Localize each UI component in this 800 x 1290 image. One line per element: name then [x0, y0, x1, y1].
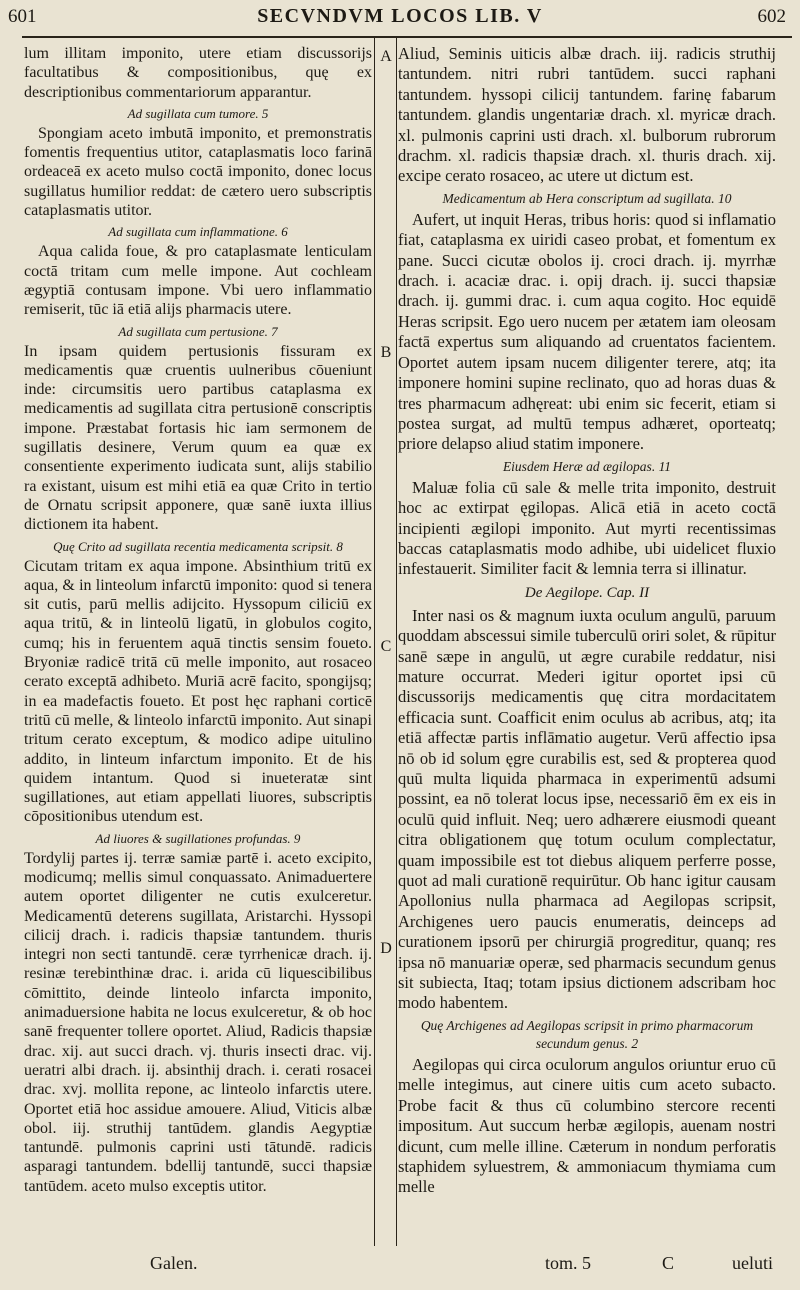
column-rule-left — [374, 36, 375, 1246]
chapter-heading: De Aegilope. Cap. II — [524, 584, 650, 601]
left-heading-5: Ad sugillata cum tumore. 5 — [127, 105, 269, 121]
left-paragraph-5: Cicutam tritam ex aqua impone. Absinthium tritū ex aqua, & in linteolum infarctū imponito: quod si tenera sit cutis, parū mellis adijcito. Hyssopum ciliciū ex aqua tritū, & in linteolū ligatū, in globulos cogito, cumq; his in feruentem aquā tinctis sensim foueto. Bryoniæ radicē tritā cū melle imponito, aut rosaceo cerato exceptā adhibeto. Muriā acrē facito, spongijsq; in ea madefactis foueto. Et post hęc raphani corticē tritū cū melle, & linteolo infarctū imponito. Aut sinapi tritum cerato exceptum, & modico adipe uitulino addito, in linteum infarctum imponito. Et de his quidem intantum. Quod si inueteratæ sint sugillationes, aut etiam appellati liuores, subscriptis cōpositionibus utendum est. — [24, 557, 372, 826]
footer-gathering-mark: C — [662, 1253, 675, 1273]
footer-signature: tom. 5 — [545, 1253, 592, 1273]
page-number-right: 602 — [757, 6, 786, 27]
footer-catchword: ueluti — [732, 1253, 773, 1273]
right-heading-10: Medicamentum ab Hera conscriptum ad sugillata. 10 — [442, 190, 732, 206]
left-paragraph-1: lum illitam imponito, utere etiam discussorijs facultatibus & compositionibus, quę ex descriptionibus commentariorum apparantur. — [24, 45, 372, 101]
left-heading-6: Ad sugillata cum inflammatione. 6 — [108, 224, 288, 240]
right-column — [398, 44, 776, 1198]
margin-letter-b: B — [380, 344, 392, 361]
left-heading-8: Quę Crito ad sugillata recentia medicamenta scripsit. 8 — [53, 538, 343, 554]
right-paragraph-1: Aliud, Seminis uiticis albæ drach. iij. radicis struthij tantundem. nitri rubri tantūdem. succi raphani tantundem. hyssopi cilicij tantundem. farinę fabarum tantundem. glandis ungentariæ drach. xl. myricæ drach. xl. pulmonis caprini usti drach. xl. bulborum rubrorum drachm. xl. radicis thapsiæ drach. xl. thuris drach. xij. excipe cerato rosaceo, ac utere ut dictum est. — [398, 44, 776, 186]
left-paragraph-3: Aqua calida foue, & pro cataplasmate lenticulam coctā tritam cum melle impone. Aut cochleam ægyptiā contusam impone. Vbi uero inflammatio remiserit, tūc iā etiā alijs pharmacis utere. — [24, 243, 372, 319]
column-rule-right — [396, 36, 397, 1246]
running-title: SECVNDVM LOCOS LIB. V — [257, 5, 543, 27]
left-heading-7: Ad sugillata cum pertusione. 7 — [118, 323, 278, 339]
right-paragraph-2: Aufert, ut inquit Heras, tribus horis: quod si inflamatio fiat, cataplasma ex uiridi caseo probat, et fomentum ex pane. Succi cicutæ obolos ij. croci drach. ij. myrrhæ drach. i. acaciæ drac. i. opij drach. ij. succi thapsiæ drach. ij. gummi drac. i. cum aqua cogito. Hoc equidē Heras scripsit. Ego uero nucem per ætatem iam oleosam factā expertus sum aliquando ad cruentatos facientem. Oportet autem ipsam nucem diligenter terere, atq; ita imponere homini supine reclinato, quo ad horas duas & tres pharmacum adhęreat: ubi enim sic fecerit, etiam si postea surgat, ad multū tempus adhæret, oporteatq; priore delapso aliud statim imponere. — [398, 209, 776, 454]
right-paragraph-4: Inter nasi os & magnum iuxta oculum angulū, paruum quoddam abscessui simile tuberculū oriri solet, & rūpitur sanē sæpe in angulū, ut ægre curabile reddatur, nisi mature occurrat. Mederi igitur oportet ipsi cū discussorijs medicamentis quę citra mordacitatem efficacia sunt. Coafficit enim oculus ab acribus, atq; ita etiā affectæ partis inflāmatio augetur. Verū affectio ipsa nō ob id solum ęgre curabilis est, sed & propterea quod quū multa liquida pharmaca in experimentū adsumi possint, ea nō tolerat locus ipse, necessariō ēm ex eis in oculū quid influit. Neq; uero adhærere eiusmodi queant citra obligationem quę totum oculum complectatur, quam impossibile est tot diebus aliquem perferre posse, quot ad mali curationē requirūtur. Ob hanc igitur causam Apollonius nulla pharmaca ad Aegilopas scripsit, Archigenes uero paucis enumeratis, deinceps ad curationem ipsorū per chirurgiā progreditur, quanq; res ipsa nō manuariæ operæ, sed pharmacis secundum genus sit subiecta, Itaq; totam ipsius dictionem adscribam hoc modo habentem. — [398, 605, 776, 1013]
right-paragraph-5: Aegilopas qui circa oculorum angulos oriuntur eruo cū melle integimus, aut cinere uitis cum aceto subacto. Probe facit & thus cū columbino stercore recenti impositum. Aut succum herbæ ægilopis, auenam nostri dicunt, cum melle illine. Cæterum in nondum perforatis staphidem syluestrem, & ammoniacum thymiama cum melle — [398, 1054, 776, 1197]
margin-letter-a: A — [380, 48, 392, 65]
left-paragraph-6: Tordylij partes ij. terræ samiæ partē i. aceto excipito, modicumq; mellis simul conquassato. Animaduertere autem oportet diligenter ne cutis exulceretur. Medicamentū deterens sugillata, Aristarchi. Hyssopi cilicij drach. i. radicis thapsiæ tantundem. thuris integri non secti tantundē. ceræ tyrrhenicæ drach. ij. resinæ terebinthinæ drac. i. arida cū liquescibilibus cōmittito, deinde linteolo infarcta imponito, animaduersione habita ne locus exulceretur, & ob hoc sanē frequenter tollere oportet. Aliud, Radicis thapsiæ drac. xij. aut succi drach. vj. thuris insecti drac. vij. ueratri albi drach. ij. absinthij drach. i. cerati rosacei drac. xvj. mollita repone, ac linteolo infarctis utere. Oportet etiā hoc assidue amouere. Aliud, Viticis albæ obol. iij. struthij tantūdem. glandis Aegyptiæ tantundē. pulmonis caprini usti tātundē. radicis asparagi tantundem. bdellij tantundē, succi thapsiæ tantūdem. aceto mulso exceptis utitor. — [24, 849, 372, 1195]
page-header — [0, 0, 800, 36]
footer-author: Galen. — [150, 1253, 198, 1273]
header-rule — [22, 36, 792, 38]
page-number-left: 601 — [8, 6, 37, 27]
left-paragraph-4: In ipsam quidem pertusionis fissuram ex medicamentis quæ cruentis uulneribus cōueniunt inde: circumsitis uero partibus cataplasma ex medicamentis ad sugillata citra pertusionē conscriptis impone. Præstabat fortasis hic iam sermonem de sugillatis desinere, Verum quum ea quæ ex consentiente experimento iudicata sunt, alijs stabilio ra existant, uisum est mihi etiā ea quæ Crito in tertio de Ornatu scripsit apponere, quæ sanē iuxta illius dictionem ita habent. — [24, 342, 372, 534]
margin-letter-d: D — [380, 940, 392, 957]
right-heading-2: Quę Archigenes ad Aegilopas scripsit in primo pharmacorum secundum genus. 2 — [420, 1017, 754, 1051]
left-paragraph-2: Spongiam aceto imbutā imponito, et premonstratis fomentis frequentius utitor, cataplasmatis loco farinā ordeaceā ex aceto mulso coctā imponito, donec locus sugillatus humilior reddat: de cætero uero subscriptis cataplasmatis utitor. — [24, 124, 372, 220]
margin-letter-c: C — [380, 638, 392, 655]
left-column — [24, 44, 372, 1196]
left-heading-9: Ad liuores & sugillationes profundas. 9 — [95, 830, 301, 846]
right-paragraph-3: Maluæ folia cū sale & melle trita imponito, destruit hoc ac extirpat ęgilopas. Alicā etiā in aceto coctā incipienti ægilopi imponito. Aut myrti recentissimas baccas cataplasmatis modo adhibe, ubi uidelicet fluxio infestauerit. Similiter facit & lemnia terra si illinatur. — [398, 477, 776, 579]
right-heading-11: Eiusdem Heræ ad ægilopas. 11 — [502, 458, 672, 474]
